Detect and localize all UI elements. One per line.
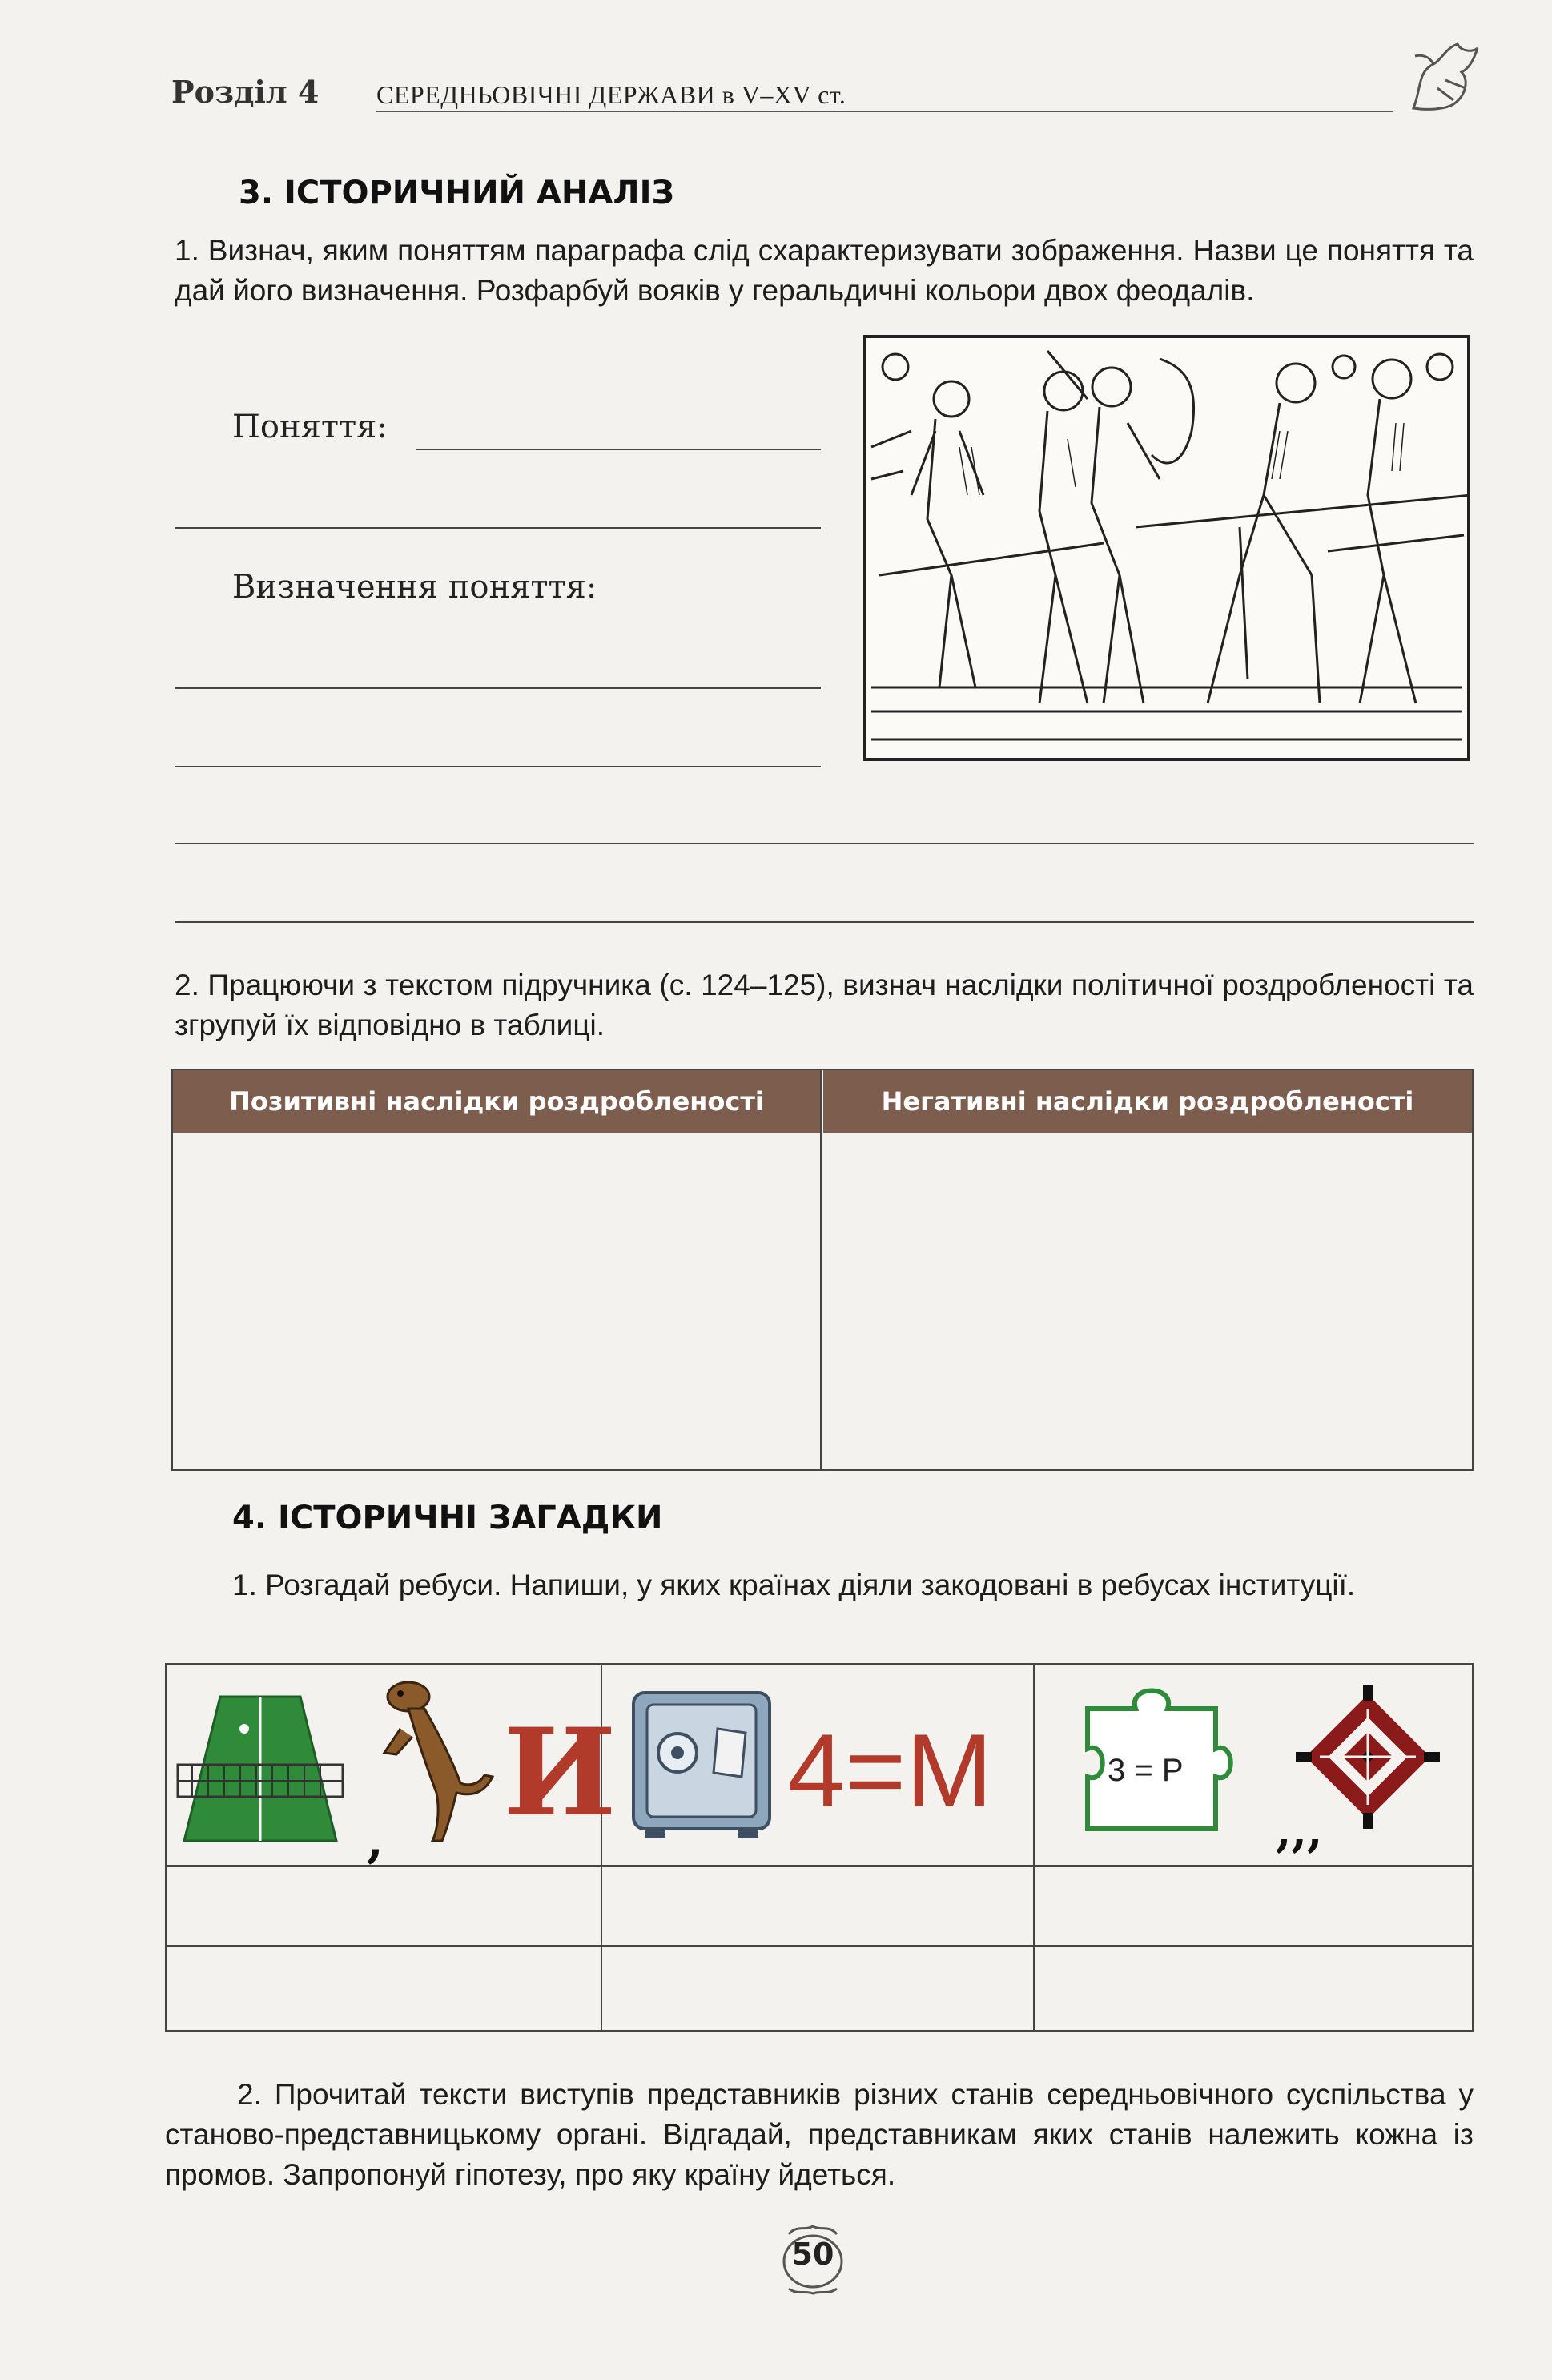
tennis-court-icon: [176, 1681, 344, 1849]
rebus3-piece-text: 3 = Р: [1108, 1753, 1184, 1788]
answer-line[interactable]: [175, 766, 821, 767]
page-number: 50: [791, 2237, 834, 2272]
chapter-label: Розділ 4: [171, 74, 320, 110]
rebus2-text: 4=М: [787, 1712, 993, 1829]
answer-line[interactable]: [175, 687, 821, 689]
task-4-2-text: 2. Прочитай тексти виступів представників різних станів середньовічного суспільства у станово-представницькому органі. Відгадай, представникам яких станів належить кожна із промов. Запропонуй гіпотезу, про яку країну йдеться.: [165, 2078, 1474, 2191]
table-header-negative: Негативні наслідки роздробленості: [823, 1070, 1472, 1133]
dog-icon: [376, 1673, 497, 1849]
rebus3-commas: ,,,: [1276, 1805, 1323, 1858]
rebus-answer-cell[interactable]: [602, 1867, 1033, 1945]
task-4-1-text: 1. Розгадай ребуси. Напиши, у яких країнах діяли закодовані в ребусах інституції.: [232, 1569, 1356, 1601]
consequences-table: [171, 1069, 1474, 1471]
table-cell-positive[interactable]: [173, 1133, 820, 1469]
medieval-soldiers-engraving: [863, 335, 1470, 761]
rebus-answer-cell[interactable]: [167, 1867, 601, 1945]
rebus1-comma: ,: [367, 1813, 384, 1869]
rebus-table: [165, 1663, 1474, 2032]
rebus-answer-cell[interactable]: [1035, 1947, 1472, 2030]
table-cell-negative[interactable]: [823, 1133, 1472, 1469]
heraldic-griffin-icon: [1397, 32, 1486, 120]
answer-line[interactable]: [175, 527, 821, 529]
safe-icon: [629, 1689, 774, 1841]
task-3-2-text: 2. Працюючи з текстом підручника (с. 124–125), визнач наслідки політичної роздробленості та згрупуй їх відповідно в таблиці.: [175, 969, 1474, 1041]
section-4-title: 4. ІСТОРИЧНІ ЗАГАДКИ: [232, 1500, 663, 1536]
table-divider: [820, 1070, 822, 1469]
rebus-answer-cell[interactable]: [602, 1947, 1033, 2030]
answer-line[interactable]: [175, 921, 1474, 923]
answer-line[interactable]: [175, 843, 1474, 844]
section-3-title: 3. ІСТОРИЧНИЙ АНАЛІЗ: [239, 175, 674, 211]
chapter-title: СЕРЕДНЬОВІЧНІ ДЕРЖАВИ в V–XV ст.: [376, 80, 846, 109]
concept-label: Поняття:: [232, 409, 388, 445]
rebus1-letter: И: [503, 1702, 617, 1843]
rebus-answer-cell[interactable]: [1035, 1867, 1472, 1945]
table-header-positive: Позитивні наслідки роздробленості: [173, 1070, 820, 1133]
rebus-answer-cell[interactable]: [167, 1947, 601, 2030]
header-divider: [376, 111, 1393, 112]
answer-line[interactable]: [416, 449, 821, 450]
task-3-1-text: 1. Визнач, яким поняттям параграфа слід схарактеризувати зображення. Назви це поняття та дай його визначення. Розфарбуй вояків у геральдичні кольори двох феодалів.: [175, 234, 1474, 307]
definition-label: Визначення поняття:: [232, 569, 597, 606]
